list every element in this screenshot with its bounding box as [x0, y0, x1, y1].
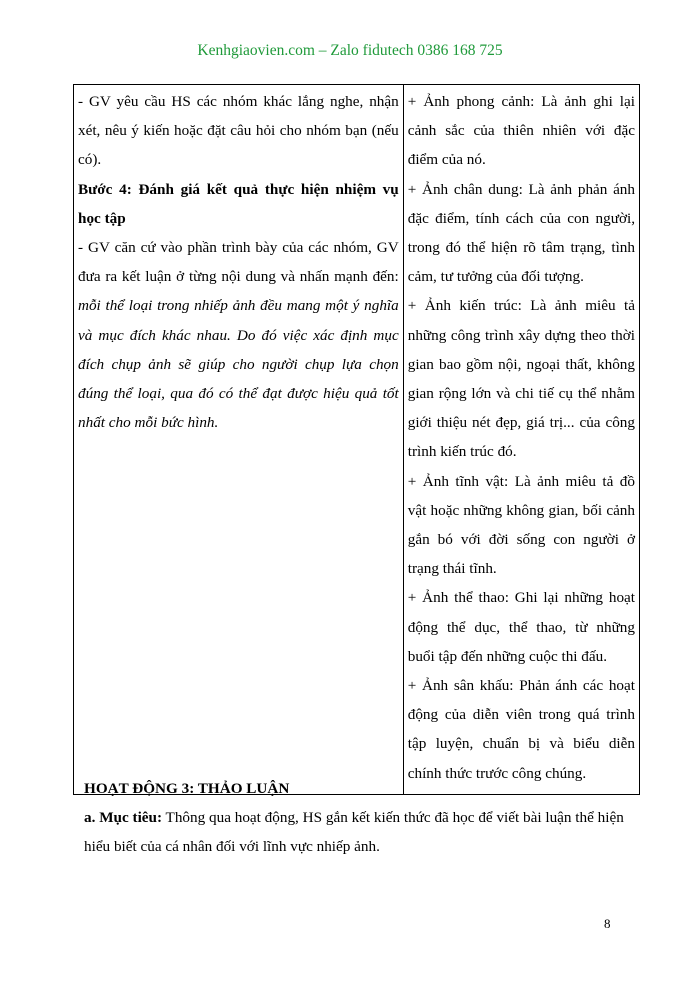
teacher-activity-cell: [74, 85, 404, 795]
content-table: [73, 84, 640, 795]
genre-still-life: + Ảnh tĩnh vật: Là ảnh miêu tả đồ vật hoặc những không gian, bối cảnh gắn bó với đời sống con người ở trạng thái tĩnh.: [407, 472, 635, 578]
activity3-title: HOẠT ĐỘNG 3: THẢO LUẬN: [84, 780, 290, 797]
table-row: [74, 85, 640, 795]
step4-heading: Bước 4: Đánh giá kết quả thực hiện nhiệm vụ học tập: [78, 180, 399, 227]
genre-portrait: + Ảnh chân dung: Là ảnh phản ánh đặc điểm, tính cách của con người, trong đó thể hiện rõ tâm trạng, tình cảm, tư tưởng của đối tượng.: [407, 180, 635, 286]
genre-stage: + Ảnh sân khấu: Phản ánh các hoạt động của diễn viên trong quá trình tập luyện, chuẩn bị và biểu diễn chính thức trước công chúng.: [407, 677, 635, 782]
genre-architecture: + Ảnh kiến trúc: Là ảnh miêu tả những công trình xây dựng theo thời gian bao gồm nội, ngoại thất, không gian rộng lớn và chi tiế cụ thể nhằm giới thiệu nét đẹp, giá trị... của công trình kiến trúc đó.: [407, 297, 635, 461]
activity3-section: [84, 774, 624, 862]
header-zalo-link[interactable]: Zalo fidutech 0386 168 725: [330, 42, 503, 59]
conclusion-normal-text: - GV căn cứ vào phần trình bày của các nhóm, GV đưa ra kết luận ở từng nội dung và nhấn mạnh đến:: [78, 239, 399, 286]
activity3-goal: [84, 803, 624, 861]
header-site-link[interactable]: Kenhgiaovien.com: [197, 42, 315, 59]
page-header: [0, 42, 700, 60]
goal-label: a. Mục tiêu:: [84, 809, 163, 827]
teacher-conclusion-text: [78, 233, 399, 437]
photo-genres-cell: [403, 85, 639, 795]
genre-sports: + Ảnh thể thao: Ghi lại những hoạt động thể dục, thể thao, từ những buổi tập đến những cuộc thi đấu.: [407, 589, 635, 665]
genre-landscape: + Ảnh phong cảnh: Là ảnh ghi lại cảnh sắc của thiên nhiên với đặc điểm của nó.: [407, 93, 635, 169]
goal-text: Thông qua hoạt động, HS gắn kết kiến thức đã học để viết bài luận thể hiện hiểu biết của cá nhân đối với lĩnh vực nhiếp ảnh.: [84, 809, 624, 856]
header-separator: –: [318, 42, 327, 59]
teacher-instruction-text: - GV yêu cầu HS các nhóm khác lắng nghe, nhận xét, nêu ý kiến hoặc đặt câu hỏi cho nhóm bạn (nếu có).: [78, 93, 399, 169]
conclusion-italic-text: mỗi thể loại trong nhiếp ảnh đều mang một ý nghĩa và mục đích khác nhau. Do đó việc xác định mục đích chụp ảnh sẽ giúp cho người chụp lựa chọn đúng thể loại, qua đó có thể đạt được hiệu quả tốt nhất cho mỗi bức hình.: [78, 297, 399, 432]
page-number: 8: [604, 916, 611, 931]
